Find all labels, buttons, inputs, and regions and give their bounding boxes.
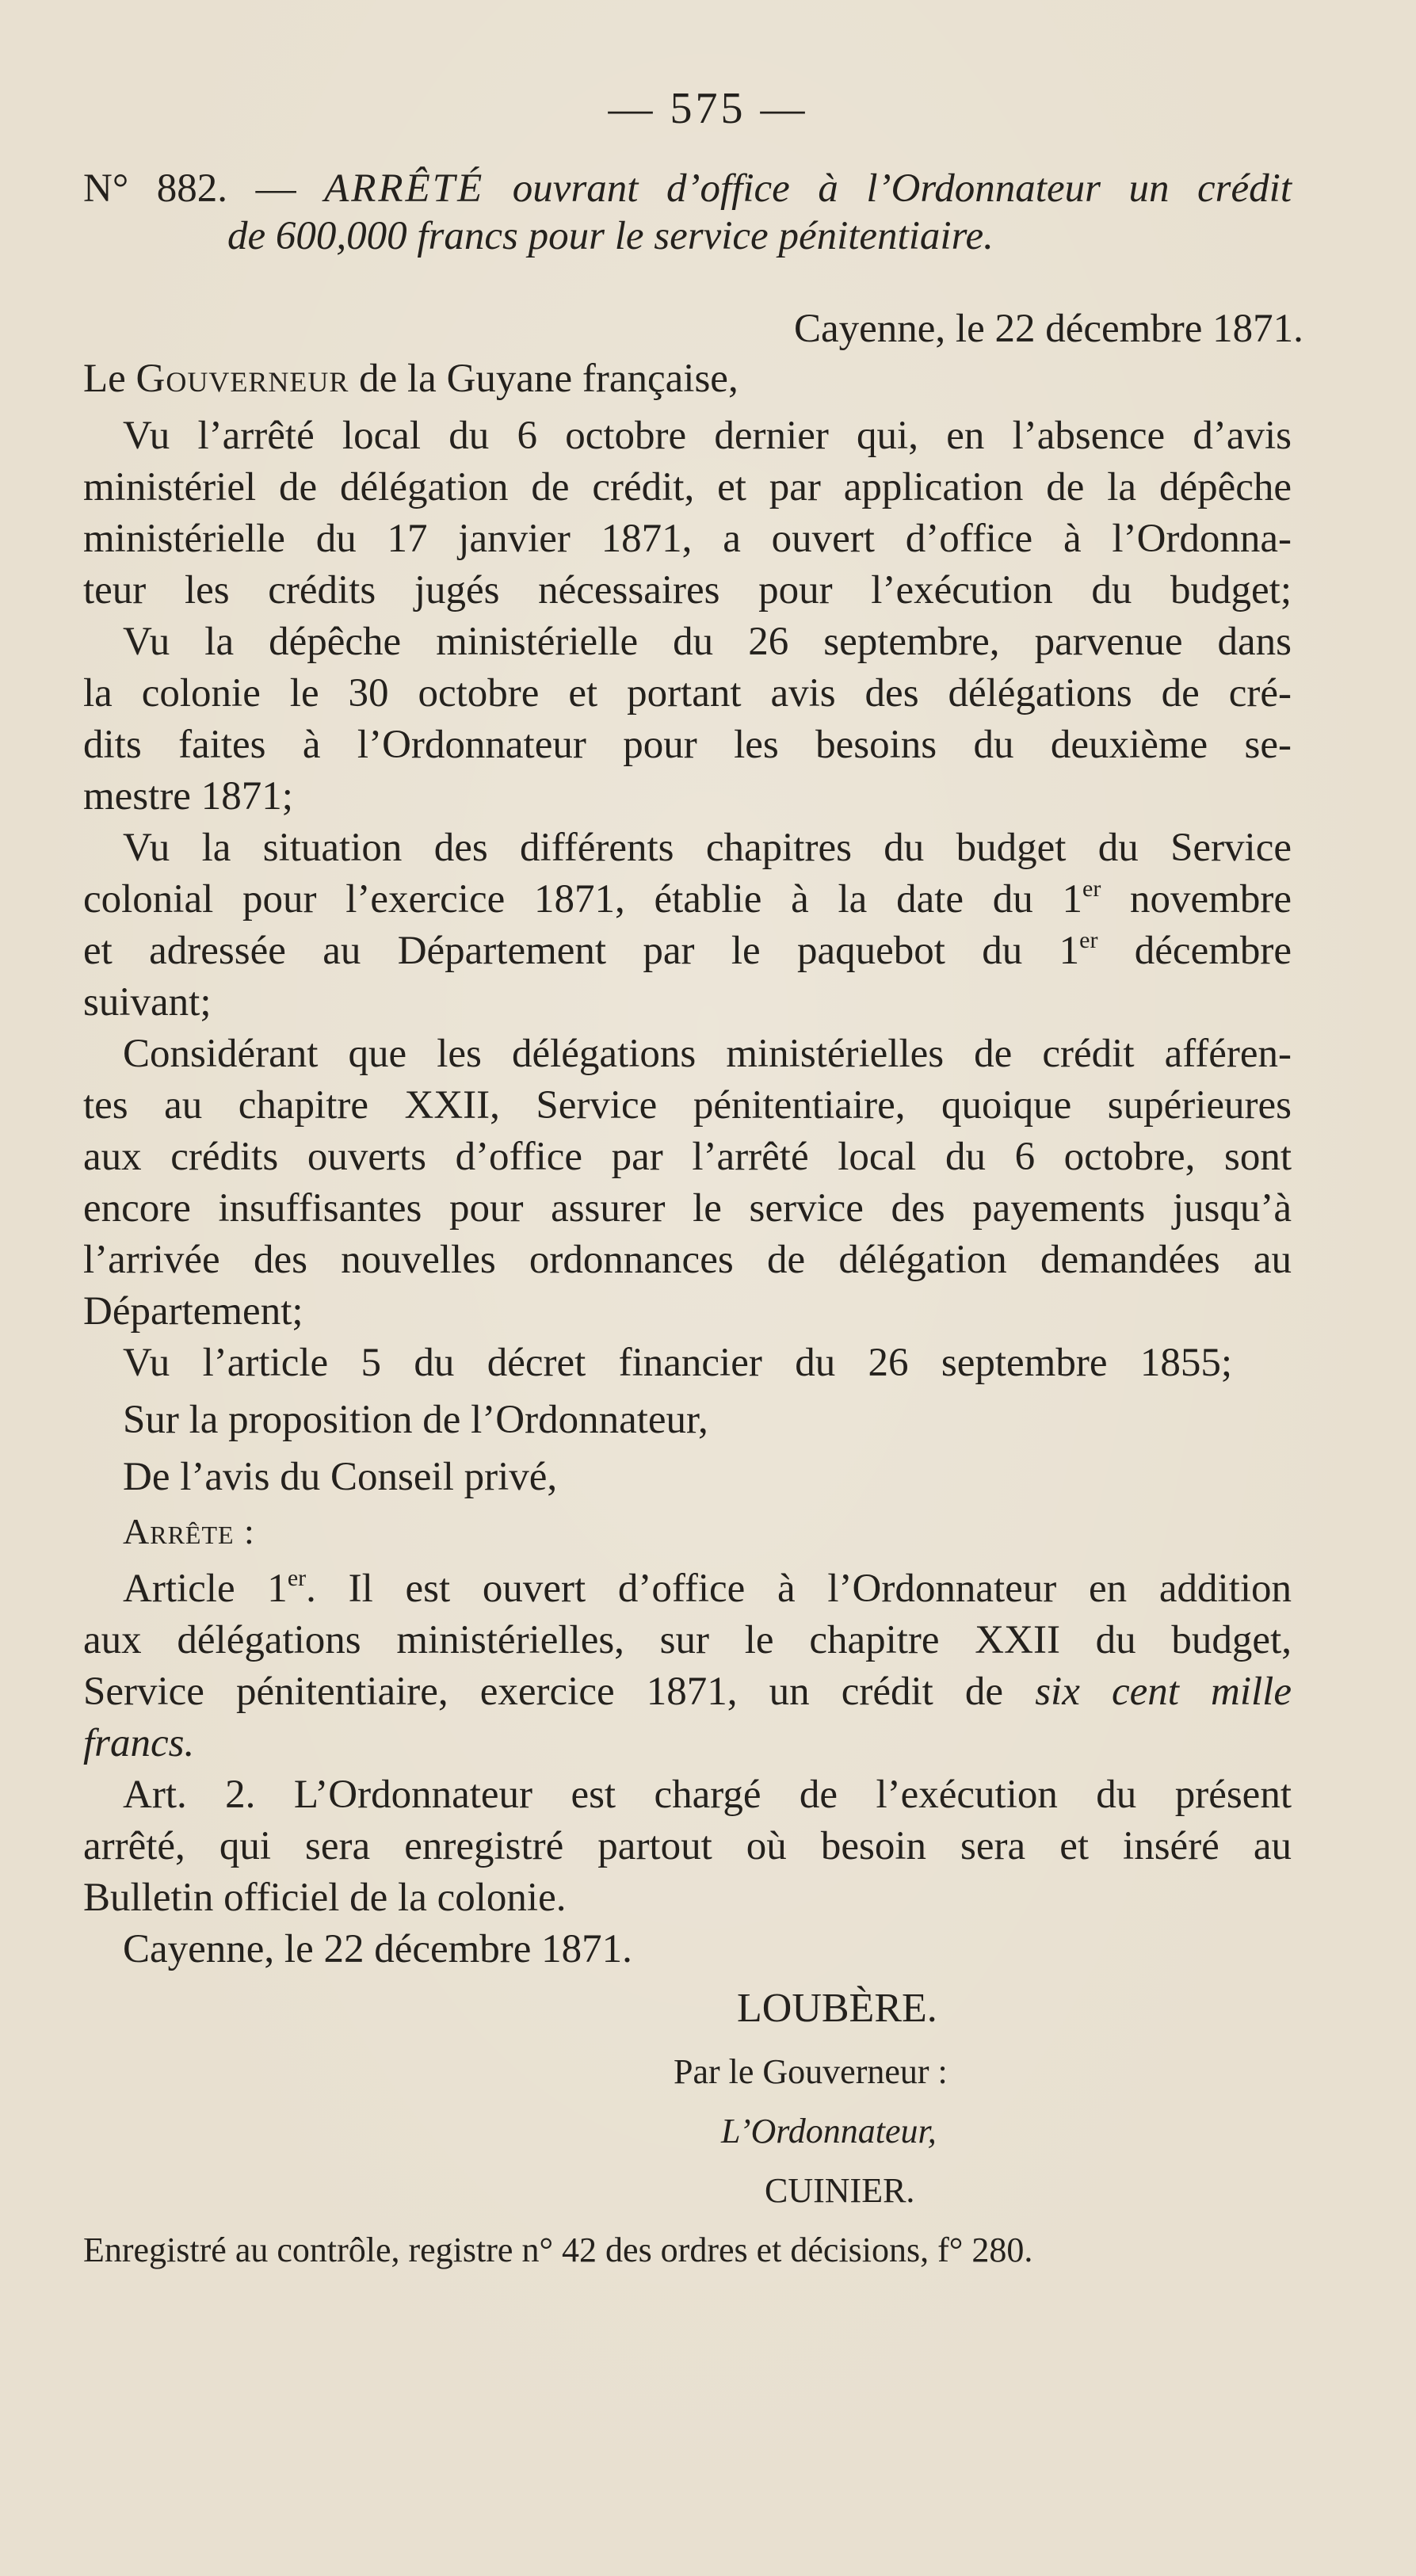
- para4-line-3: aux crédits ouverts d’office par l’arrêté local du 6 octobre, sont: [83, 1135, 1292, 1179]
- para7: De l’avis du Conseil privé,: [123, 1455, 558, 1499]
- para3-line-2: colonial pour l’exercice 1871, établie à la date du 1er novembre: [83, 876, 1292, 922]
- article1-line-4: francs.: [83, 1721, 195, 1765]
- article2-line-1: Art. 2. L’Ordonnateur est chargé de l’exécution du présent: [123, 1773, 1292, 1817]
- ordonnateur-title: L’Ordonnateur,: [721, 2112, 937, 2150]
- para4-line-6: Département;: [83, 1289, 303, 1334]
- gouverneur-line: Le Gouverneur de la Guyane française,: [83, 357, 739, 401]
- closing-date: Cayenne, le 22 décembre 1871.: [123, 1927, 632, 1971]
- para4-line-2: tes au chapitre XXII, Service pénitentiaire, quoique supérieures: [83, 1083, 1292, 1128]
- para5: Vu l’article 5 du décret financier du 26 septembre 1855;: [123, 1341, 1232, 1385]
- para1-line-4: teur les crédits jugés nécessaires pour l’exécution du budget;: [83, 568, 1292, 613]
- page-number: — 575 —: [608, 84, 808, 133]
- para2-line-2: la colonie le 30 octobre et portant avis des délégations de cré-: [83, 671, 1292, 716]
- article1-line-3: Service pénitentiaire, exercice 1871, un crédit de six cent mille: [83, 1670, 1292, 1714]
- para1-line-2: ministériel de délégation de crédit, et par application de la dépêche: [83, 465, 1292, 509]
- registration-note: Enregistré au contrôle, registre n° 42 des ordres et décisions, f° 280.: [83, 2231, 1033, 2269]
- article1-line-1: Article 1er. Il est ouvert d’office à l’Ordonnateur en addition: [123, 1565, 1292, 1611]
- dateline: Cayenne, le 22 décembre 1871.: [794, 307, 1303, 351]
- para3-line-1: Vu la situation des différents chapitres du budget du Service: [123, 826, 1292, 870]
- ordonnateur-name: CUINIER.: [765, 2171, 915, 2210]
- title-line-2: de 600,000 francs pour le service pénitentiaire.: [227, 214, 994, 258]
- para3-line-3: et adressée au Département par le paquebot du 1er décembre: [83, 927, 1292, 973]
- signature-loubere: LOUBÈRE.: [737, 1986, 937, 2031]
- article1-line-2: aux délégations ministérielles, sur le chapitre XXII du budget,: [83, 1618, 1292, 1662]
- para6: Sur la proposition de l’Ordonnateur,: [123, 1398, 708, 1442]
- decree-heading: ARRÊTÉ: [324, 166, 485, 211]
- para4-line-5: l’arrivée des nouvelles ordonnances de délégation demandées au: [83, 1238, 1292, 1282]
- para4-line-4: encore insuffisantes pour assurer le service des payements jusqu’à: [83, 1186, 1292, 1231]
- para2-line-3: dits faites à l’Ordonnateur pour les besoins du deuxième se-: [83, 723, 1292, 767]
- title-line-1: N° 882. — ARRÊTÉ ouvrant d’office à l’Ordonnateur un crédit: [83, 166, 1292, 211]
- para3-line-4: suivant;: [83, 980, 212, 1025]
- article2-line-2: arrêté, qui sera enregistré partout où besoin sera et inséré au: [83, 1824, 1292, 1868]
- article2-line-3: Bulletin officiel de la colonie.: [83, 1876, 567, 1920]
- decree-number: N° 882.: [83, 166, 228, 211]
- para2-line-4: mestre 1871;: [83, 774, 293, 819]
- para4-line-1: Considérant que les délégations ministérielles de crédit afféren-: [123, 1032, 1292, 1076]
- par-le-gouverneur: Par le Gouverneur :: [674, 2052, 948, 2091]
- arrete-heading: Arrête :: [123, 1511, 255, 1551]
- para1-line-3: ministérielle du 17 janvier 1871, a ouvert d’office à l’Ordonna-: [83, 517, 1292, 561]
- para1-line-1: Vu l’arrêté local du 6 octobre dernier qui, en l’absence d’avis: [123, 414, 1292, 458]
- para2-line-1: Vu la dépêche ministérielle du 26 septembre, parvenue dans: [123, 620, 1292, 664]
